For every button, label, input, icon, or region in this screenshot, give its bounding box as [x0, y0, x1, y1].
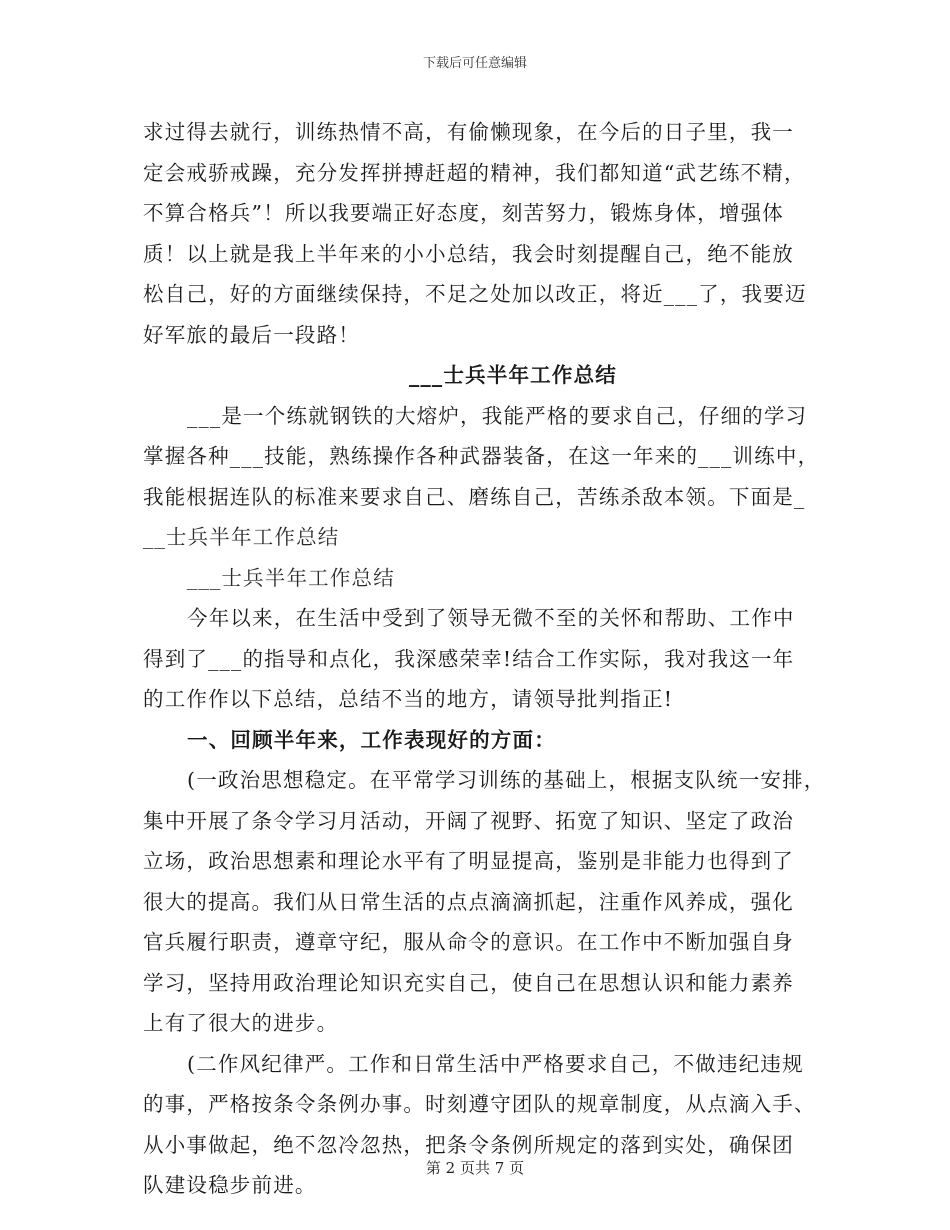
body-line: 队建设稳步前进。 — [143, 1173, 317, 1197]
body-line: 的工作作以下总结，总结不当的地方，请领导批判指正! — [143, 687, 674, 711]
body-line: 立场，政治思想素和理论水平有了明显提高，鉴别是非能力也得到了 — [143, 849, 794, 873]
body-line: 掌握各种___技能，熟练操作各种武器装备，在这一年来的___训练中， — [143, 444, 820, 468]
body-line: 从小事做起，绝不忽冷忽热，把条令条例所规定的落到实处，确保团 — [143, 1132, 794, 1157]
subtitle-line: ___士兵半年工作总结 — [187, 565, 395, 590]
body-line: ___是一个练就钢铁的大熔炉，我能严格的要求自己，仔细的学习 — [187, 403, 808, 428]
page-footer: 第 2 页共 7 页 — [425, 1159, 525, 1177]
body-line: 定会戒骄戒躁，充分发挥拼搏赶超的精神，我们都知道“武艺练不精， — [143, 160, 806, 185]
document-body — [143, 112, 826, 1206]
body-line: 质！以上就是我上半年来的小小总结，我会时刻提醒自己，绝不能放 — [143, 241, 794, 266]
body-line: (二作风纪律严。工作和日常生活中严格要求自己，不做违纪违规 — [187, 1051, 804, 1076]
body-line: 很大的提高。我们从日常生活的点点滴滴抓起，注重作风养成，强化 — [143, 889, 794, 914]
section-heading: 一、回顾半年来，工作表现好的方面： — [187, 727, 556, 752]
body-line: 今年以来，在生活中受到了领导无微不至的关怀和帮助、工作中 — [187, 606, 795, 630]
body-line: 上有了很大的进步。 — [143, 1011, 339, 1035]
body-line: 官兵履行职责，遵章守纪，服从命令的意识。在工作中不断加强自身 — [143, 930, 794, 954]
body-line: 求过得去就行，训练热情不高，有偷懒现象，在今后的日子里，我一 — [143, 120, 794, 144]
body-line: 学习，坚持用政治理论知识充实自己，使自己在思想认识和能力素养 — [143, 970, 794, 995]
body-line: 松自己，好的方面继续保持，不足之处加以改正，将近___了，我要迈 — [143, 282, 807, 306]
body-line: (一政治思想稳定。在平常学习训练的基础上，根据支队统一安排， — [187, 768, 826, 792]
section-title: ___士兵半年工作总结 — [409, 363, 617, 387]
body-line: 我能根据连队的标准来要求自己、磨练自己，苦练杀敌本领。下面是_ — [143, 484, 806, 509]
body-line: 不算合格兵”！所以我要端正好态度，刻苦努力，锻炼身体，增强体 — [143, 201, 784, 225]
body-line: 好军旅的最后一段路！ — [143, 322, 360, 347]
page-header: 下载后可任意编辑 — [422, 56, 527, 71]
body-line: 得到了___的指导和点化，我深感荣幸!结合工作实际，我对我这一年 — [143, 646, 795, 671]
body-line: __士兵半年工作总结 — [143, 525, 340, 549]
body-line: 的事，严格按条令条例办事。时刻遵守团队的规章制度，从点滴入手、 — [143, 1092, 816, 1116]
body-line: 集中开展了条令学习月活动，开阔了视野、拓宽了知识、坚定了政治 — [143, 808, 794, 833]
